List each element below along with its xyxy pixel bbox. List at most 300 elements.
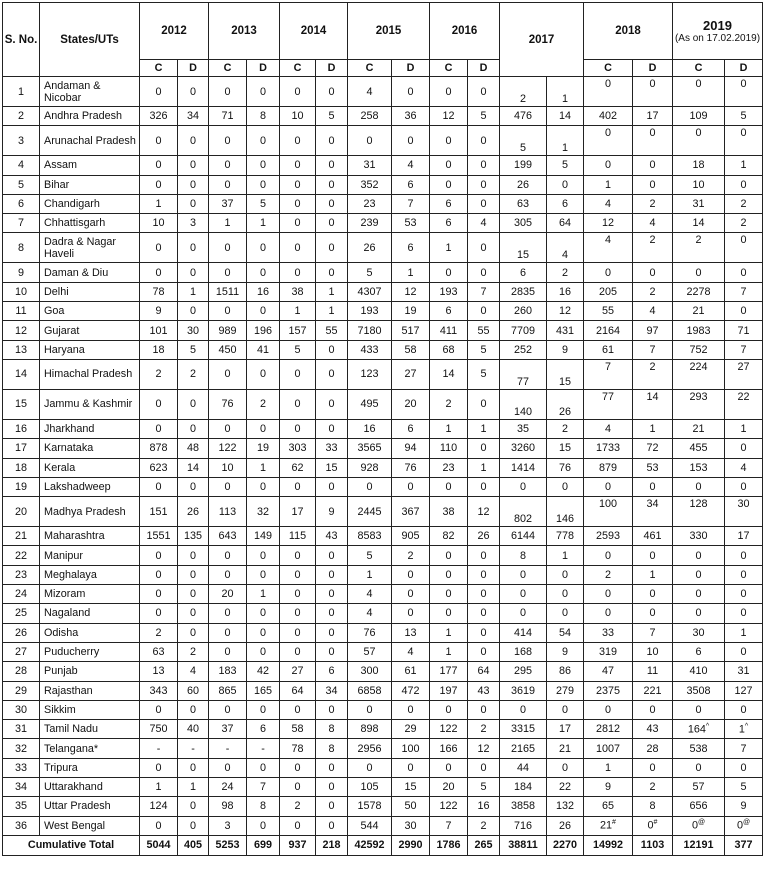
cell-value: 0: [247, 642, 280, 661]
cell-value: 0: [584, 546, 633, 565]
cell-value: 0: [725, 565, 763, 584]
cell-value: 10: [280, 107, 316, 126]
cell-value: 6: [430, 194, 468, 213]
header-year: 2017: [500, 3, 584, 77]
cell-value: 71: [209, 107, 247, 126]
cell-value: 0: [280, 126, 316, 156]
cell-value: 27: [280, 662, 316, 681]
header-c: C: [673, 60, 725, 77]
cell-value: 455: [673, 439, 725, 458]
total-row: [3, 835, 763, 855]
row-state: Chandigarh: [40, 194, 140, 213]
row-sno: 5: [3, 175, 40, 194]
table-row: [3, 214, 763, 233]
cell-value: 165: [247, 681, 280, 700]
cell-value: -: [140, 739, 178, 758]
cell-value: 6: [392, 233, 430, 263]
cell-value: 0: [247, 565, 280, 584]
table-row: [3, 720, 763, 739]
cell-value: 1: [725, 419, 763, 438]
cell-value: 1: [547, 77, 584, 107]
row-state: West Bengal: [40, 816, 140, 835]
cell-value: 2: [178, 642, 209, 661]
row-state: Andhra Pradesh: [40, 107, 140, 126]
cell-value: 0: [468, 77, 500, 107]
cell-value: 0: [584, 156, 633, 175]
cell-value: 0: [725, 758, 763, 777]
cell-value: 124: [140, 797, 178, 816]
cell-value: 31: [673, 194, 725, 213]
cell-value: 0: [280, 194, 316, 213]
cell-value: 878: [140, 439, 178, 458]
cell-value: 16: [547, 282, 584, 301]
cell-value: 2: [633, 194, 673, 213]
cell-value: 0: [468, 623, 500, 642]
table-row: [3, 439, 763, 458]
cell-value: 0: [247, 419, 280, 438]
cell-value: 0: [209, 175, 247, 194]
cell-value: 0: [209, 156, 247, 175]
cell-value: 34: [178, 107, 209, 126]
cell-value: 0: [673, 77, 725, 107]
row-state: Tamil Nadu: [40, 720, 140, 739]
table-row: [3, 778, 763, 797]
row-state: Uttarakhand: [40, 778, 140, 797]
row-state: Madhya Pradesh: [40, 497, 140, 527]
cell-value: 410: [673, 662, 725, 681]
row-state: Odisha: [40, 623, 140, 642]
total-value: 1786: [430, 835, 468, 855]
cell-value: 0: [584, 604, 633, 623]
cell-value: 0: [140, 126, 178, 156]
cell-value: 0: [247, 233, 280, 263]
cell-value: 23: [430, 458, 468, 477]
cell-value: 4: [725, 458, 763, 477]
table-row: [3, 156, 763, 175]
cell-value: 1: [633, 419, 673, 438]
cell-value: 0: [500, 700, 547, 719]
cell-value: 0: [247, 175, 280, 194]
header-d: D: [468, 60, 500, 77]
header-c: C: [348, 60, 392, 77]
cell-value: 0: [247, 546, 280, 565]
cell-value: 9: [140, 302, 178, 321]
cell-value: 0: [209, 359, 247, 389]
cell-value: 260: [500, 302, 547, 321]
cell-value: 0: [280, 214, 316, 233]
cell-value: 0: [178, 156, 209, 175]
row-sno: 14: [3, 359, 40, 389]
cell-value: 6: [392, 419, 430, 438]
cell-value: 0: [140, 565, 178, 584]
cell-value: 0: [633, 477, 673, 496]
cell-value: 33: [584, 623, 633, 642]
cell-value: 0: [178, 175, 209, 194]
cell-value: 367: [392, 497, 430, 527]
row-sno: 29: [3, 681, 40, 700]
cell-value: 2: [468, 816, 500, 835]
cell-value: 42: [247, 662, 280, 681]
cell-value: 43: [633, 720, 673, 739]
cell-value: 5: [348, 546, 392, 565]
cell-value: 0: [348, 126, 392, 156]
cell-value: 450: [209, 340, 247, 359]
cell-value: 8: [247, 107, 280, 126]
cell-value: 4: [584, 233, 633, 263]
data-table: [2, 2, 763, 856]
cell-value: 0: [468, 439, 500, 458]
cell-value: 0: [430, 156, 468, 175]
row-sno: 27: [3, 642, 40, 661]
cell-value: 0: [633, 175, 673, 194]
cell-value: 4: [584, 419, 633, 438]
cell-value: 135: [178, 527, 209, 546]
cell-value: 0: [247, 77, 280, 107]
cell-value: 6: [247, 720, 280, 739]
cell-value: 0: [280, 233, 316, 263]
cell-value: 0: [280, 604, 316, 623]
total-value: 377: [725, 835, 763, 855]
cell-value: 224: [673, 359, 725, 389]
cell-value: 2: [633, 778, 673, 797]
total-value: 12191: [673, 835, 725, 855]
cell-value: 0: [430, 604, 468, 623]
cell-value: 0: [316, 389, 348, 419]
cell-value: 1: [584, 175, 633, 194]
cell-value: 0: [430, 477, 468, 496]
cell-value: 12: [392, 282, 430, 301]
row-state: Arunachal Pradesh: [40, 126, 140, 156]
row-state: Chhattisgarh: [40, 214, 140, 233]
table-row: [3, 739, 763, 758]
table-row: [3, 497, 763, 527]
cell-value: 2: [280, 797, 316, 816]
cell-value: 0: [140, 389, 178, 419]
cell-value: 750: [140, 720, 178, 739]
cell-value: 8: [316, 720, 348, 739]
cell-value: 168: [500, 642, 547, 661]
cell-value: 4: [633, 302, 673, 321]
cell-value: 2: [392, 546, 430, 565]
cell-value: 295: [500, 662, 547, 681]
table-row: [3, 477, 763, 496]
cell-value: -: [247, 739, 280, 758]
cell-value: 1: [430, 642, 468, 661]
table-row: [3, 175, 763, 194]
cell-value: 23: [348, 194, 392, 213]
cell-value: 26: [348, 233, 392, 263]
cell-value: 3: [209, 816, 247, 835]
table-row: [3, 233, 763, 263]
cell-value: 0: [430, 263, 468, 282]
cell-value: 196: [247, 321, 280, 340]
cell-value: 0: [209, 233, 247, 263]
row-sno: 32: [3, 739, 40, 758]
header-year: 2018: [584, 3, 673, 60]
cell-value: 1: [247, 214, 280, 233]
cell-value: 0: [673, 126, 725, 156]
cell-value: 0: [633, 126, 673, 156]
cell-value: 4: [178, 662, 209, 681]
cell-value: 76: [547, 458, 584, 477]
cell-value: 101: [140, 321, 178, 340]
cell-value: 55: [316, 321, 348, 340]
cell-value: 0: [725, 642, 763, 661]
cell-value: 0: [280, 816, 316, 835]
cell-value: 0: [316, 77, 348, 107]
cell-value: 64: [468, 662, 500, 681]
cell-value: 544: [348, 816, 392, 835]
table-row: [3, 565, 763, 584]
cell-value: 0: [178, 233, 209, 263]
cell-value: 1: [209, 214, 247, 233]
cell-value: 0: [140, 233, 178, 263]
cell-value: 0: [280, 585, 316, 604]
cell-value: 0: [633, 700, 673, 719]
cell-value: 0: [247, 700, 280, 719]
cell-value: 0: [178, 797, 209, 816]
cell-value: 0: [725, 477, 763, 496]
cell-value: 1733: [584, 439, 633, 458]
cell-value: 1: [468, 419, 500, 438]
cell-value: 57: [348, 642, 392, 661]
cell-value: 0: [209, 263, 247, 282]
row-state: Haryana: [40, 340, 140, 359]
cell-value: 0: [140, 758, 178, 777]
table-row: [3, 604, 763, 623]
row-state: Manipur: [40, 546, 140, 565]
total-value: 5253: [209, 835, 247, 855]
cell-value: 0: [468, 156, 500, 175]
header-d: D: [392, 60, 430, 77]
row-sno: 23: [3, 565, 40, 584]
cell-value: 205: [584, 282, 633, 301]
cell-value: 1: [178, 778, 209, 797]
cell-value: 193: [348, 302, 392, 321]
cell-value: 151: [140, 497, 178, 527]
row-state: Puducherry: [40, 642, 140, 661]
cell-value: 0: [725, 604, 763, 623]
cell-value: 656: [673, 797, 725, 816]
cell-value: 0: [316, 623, 348, 642]
cell-value: 12: [547, 302, 584, 321]
cell-value: 78: [140, 282, 178, 301]
cell-value: 3: [178, 214, 209, 233]
cell-value: 26: [500, 175, 547, 194]
cell-value: 166: [430, 739, 468, 758]
cell-value: 4: [348, 585, 392, 604]
cell-value: 15: [500, 233, 547, 263]
cell-value: 30: [392, 816, 430, 835]
cell-value: 36: [392, 107, 430, 126]
cell-value: 352: [348, 175, 392, 194]
cell-value: 0: [725, 546, 763, 565]
cell-value: 27: [392, 359, 430, 389]
cell-value: 7: [247, 778, 280, 797]
header-d: D: [633, 60, 673, 77]
cell-value: 140: [500, 389, 547, 419]
cell-value: 0: [280, 778, 316, 797]
cell-value: 110: [430, 439, 468, 458]
cell-value: -: [209, 739, 247, 758]
cell-value: 0: [178, 604, 209, 623]
cell-value: 0: [209, 604, 247, 623]
header-state: States/UTs: [40, 3, 140, 77]
total-value: 1103: [633, 835, 673, 855]
row-state: Sikkim: [40, 700, 140, 719]
cell-value: 0: [316, 126, 348, 156]
cell-value: 0: [280, 419, 316, 438]
cell-value: 76: [392, 458, 430, 477]
row-state: Jharkhand: [40, 419, 140, 438]
row-sno: 2: [3, 107, 40, 126]
row-state: Karnataka: [40, 439, 140, 458]
cell-value: 1578: [348, 797, 392, 816]
table-row: [3, 458, 763, 477]
cell-value: 6: [430, 302, 468, 321]
cell-value: 12: [584, 214, 633, 233]
cell-value: 6: [430, 214, 468, 233]
row-state: Lakshadweep: [40, 477, 140, 496]
cell-value: 305: [500, 214, 547, 233]
cell-value: 623: [140, 458, 178, 477]
cell-value: 905: [392, 527, 430, 546]
table-row: [3, 623, 763, 642]
cell-value: 5: [178, 340, 209, 359]
cell-value: 0: [673, 758, 725, 777]
cell-value: 55: [584, 302, 633, 321]
cell-value: 0: [316, 816, 348, 835]
cell-value: 1: [725, 156, 763, 175]
cell-value: 0: [178, 623, 209, 642]
cell-value: 68: [430, 340, 468, 359]
cell-value: 402: [584, 107, 633, 126]
cell-value: 0: [140, 477, 178, 496]
cell-value: 0: [209, 477, 247, 496]
cell-value: 2: [468, 720, 500, 739]
cell-value: 0: [178, 419, 209, 438]
cell-value: 0: [392, 565, 430, 584]
cell-value: 17: [633, 107, 673, 126]
cell-value: 0: [316, 477, 348, 496]
cell-value: 109: [673, 107, 725, 126]
total-value: 405: [178, 835, 209, 855]
header-2019-label: 2019: [703, 18, 732, 33]
table-row: [3, 389, 763, 419]
cell-value: 82: [430, 527, 468, 546]
cell-value: 149: [247, 527, 280, 546]
cell-value: 0: [468, 700, 500, 719]
cell-value: 0: [392, 477, 430, 496]
cell-value: 0: [468, 477, 500, 496]
row-sno: 33: [3, 758, 40, 777]
row-sno: 35: [3, 797, 40, 816]
cell-value: 0: [316, 214, 348, 233]
cell-value: 0: [673, 477, 725, 496]
cell-value: 1: [247, 585, 280, 604]
cell-value: 8: [316, 739, 348, 758]
cell-value: 0: [633, 585, 673, 604]
cell-value: 0: [316, 585, 348, 604]
cell-value: 12: [430, 107, 468, 126]
cell-value: 0: [430, 565, 468, 584]
cell-value: 61: [584, 340, 633, 359]
cell-value: 0: [673, 546, 725, 565]
cell-value: 0: [430, 700, 468, 719]
cell-value: 12: [468, 739, 500, 758]
cell-value: 752: [673, 340, 725, 359]
cell-value: 279: [547, 681, 584, 700]
cell-value: 0: [468, 302, 500, 321]
cell-value: 330: [673, 527, 725, 546]
cell-value: 76: [348, 623, 392, 642]
cell-value: 14: [178, 458, 209, 477]
cell-value: 0: [584, 263, 633, 282]
cell-value: 0: [547, 585, 584, 604]
total-value: 218: [316, 835, 348, 855]
cell-value: 34: [633, 497, 673, 527]
cell-value: 78: [280, 739, 316, 758]
cell-value: 0: [209, 565, 247, 584]
cell-value: 64: [280, 681, 316, 700]
cell-value: 0: [209, 642, 247, 661]
cell-value: 16: [468, 797, 500, 816]
cell-value: 4: [633, 214, 673, 233]
cell-value: 55: [468, 321, 500, 340]
cell-value: 0: [280, 565, 316, 584]
row-sno: 19: [3, 477, 40, 496]
cell-value: 7: [430, 816, 468, 835]
cell-value: 1: [430, 419, 468, 438]
cell-value: 326: [140, 107, 178, 126]
cell-value: 0: [392, 604, 430, 623]
cell-value: 0: [316, 194, 348, 213]
cell-value: 538: [673, 739, 725, 758]
row-sno: 1: [3, 77, 40, 107]
cell-value: 9: [547, 642, 584, 661]
cell-value: 72: [633, 439, 673, 458]
table-row: [3, 662, 763, 681]
cell-value: 411: [430, 321, 468, 340]
cell-value: 0: [633, 546, 673, 565]
cell-value: 38: [430, 497, 468, 527]
cell-value: 54: [547, 623, 584, 642]
row-sno: 9: [3, 263, 40, 282]
cell-value: 122: [209, 439, 247, 458]
table-row: [3, 126, 763, 156]
cell-value: 0: [209, 419, 247, 438]
cell-value: 0: [209, 302, 247, 321]
cell-value: 5: [725, 778, 763, 797]
cell-value: 517: [392, 321, 430, 340]
cell-value: 2: [140, 623, 178, 642]
cell-value: 5: [725, 107, 763, 126]
cell-value: 20: [209, 585, 247, 604]
cell-value: 0: [468, 546, 500, 565]
cell-value: 643: [209, 527, 247, 546]
cell-value: 0: [547, 565, 584, 584]
total-value: 2990: [392, 835, 430, 855]
cell-value: 0: [725, 439, 763, 458]
cell-value: 0: [247, 758, 280, 777]
cell-value: 5: [468, 340, 500, 359]
table-row: [3, 527, 763, 546]
cell-value: 6: [316, 662, 348, 681]
cell-value: 2: [725, 194, 763, 213]
cell-value: 5: [247, 194, 280, 213]
cell-value: 0: [468, 565, 500, 584]
cell-value: 0: [178, 477, 209, 496]
